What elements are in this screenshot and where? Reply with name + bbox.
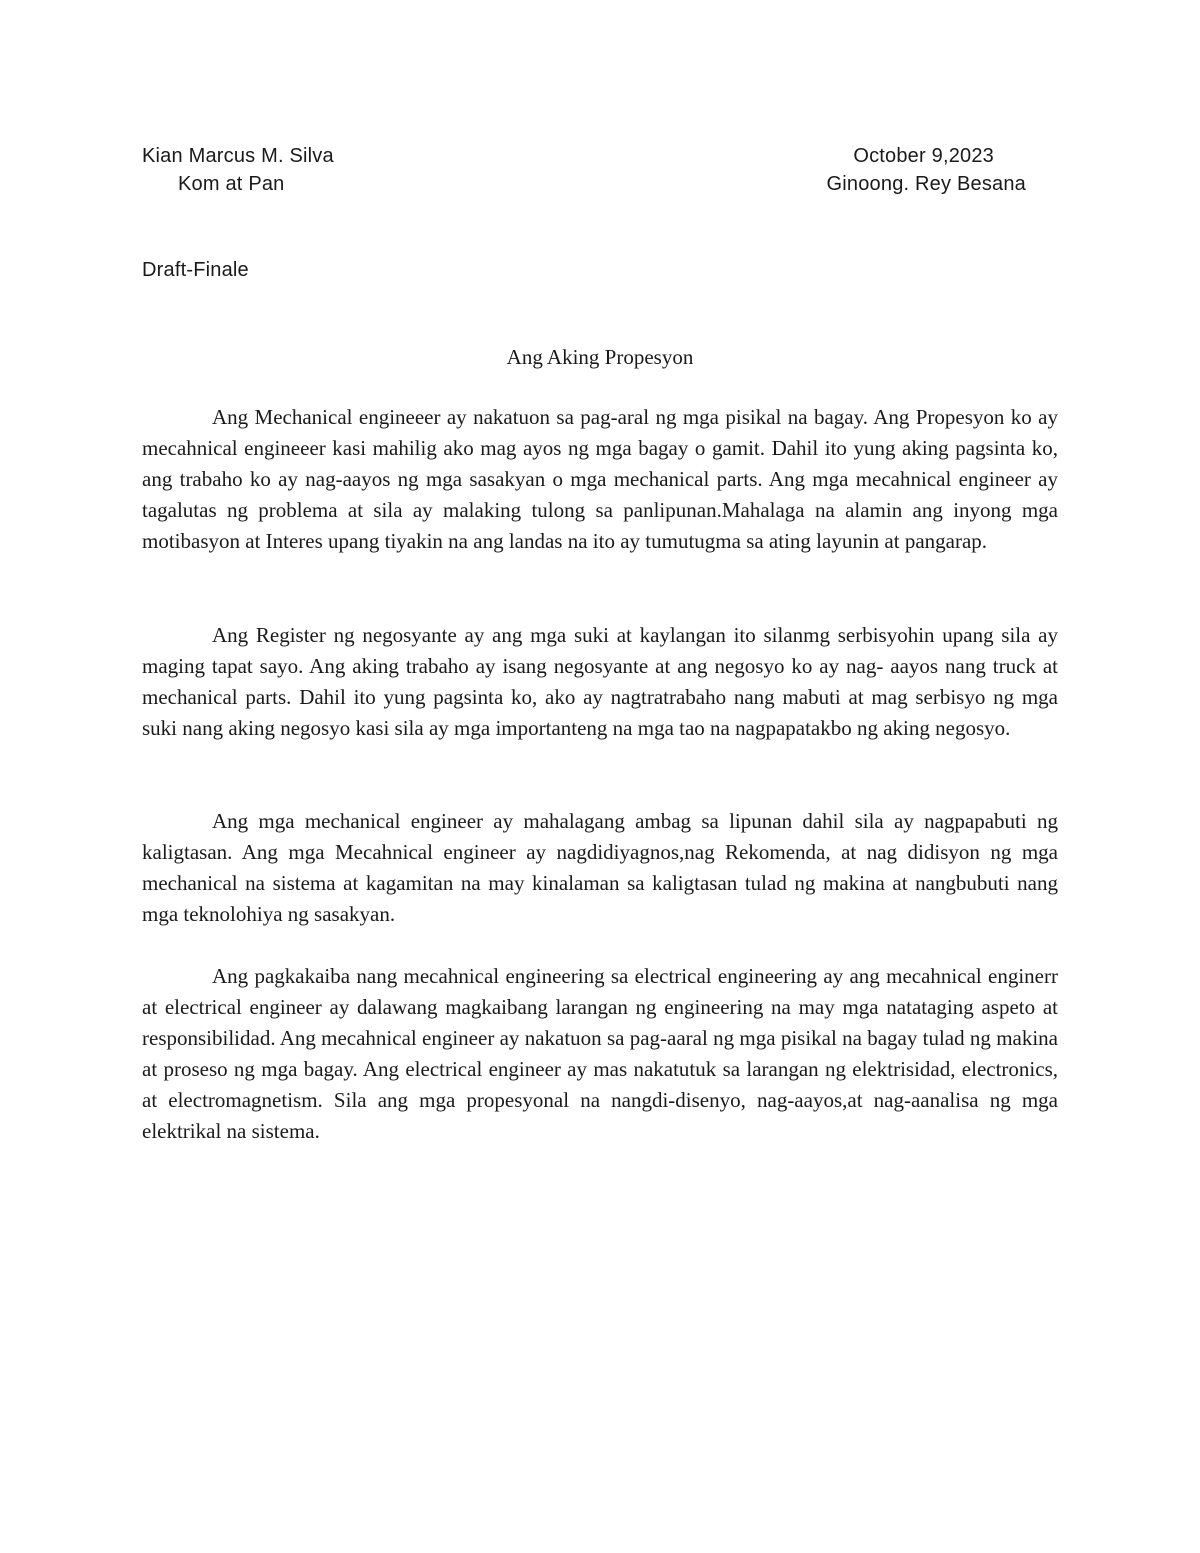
paragraph-2 — [142, 620, 1058, 744]
teacher-name: Ginoong. Rey Besana — [826, 173, 1026, 195]
paragraph-1 — [142, 402, 1058, 557]
paragraph-text: Ang mga mechanical engineer ay mahalagang ambag sa lipunan dahil sila ay nagpapabuti ng kaligtasan. Ang mga Mecahnical engineer ay nagdidiyagnos,nag Rekomenda, at nag didisyon ng mga mechanical na sistema at kagamitan na may kinalaman sa kaligtasan tulad ng makina at nangbubuti nang mga teknolohiya ng sasakyan. — [142, 809, 1058, 926]
paragraph-4 — [142, 961, 1058, 1147]
essay-title: Ang Aking Propesyon — [506, 345, 694, 369]
draft-label: Draft-Finale — [142, 259, 249, 281]
paragraph-text: Ang pagkakaiba nang mecahnical engineering sa electrical engineering ay ang mecahnical enginerr at electrical engineer ay dalawang magkaibang larangan ng engineering na may mga natataging aspeto at responsibilidad. Ang mecahnical engineer ay nakatuon sa pag-aaral ng mga pisikal na bagay tulad ng makina at proseso ng mga bagay. Ang electrical engineer ay mas nakatutuk sa larangan ng elektrisidad, electronics, at electromagnetism. Sila ang mga propesyonal na nangdi-disenyo, nag-aayos,at nag-aanalisa ng mga elektrikal na sistema. — [142, 964, 1058, 1143]
course-name: Kom at Pan — [178, 173, 285, 195]
author-name: Kian Marcus M. Silva — [142, 145, 334, 167]
date: October 9,2023 — [853, 145, 994, 167]
paragraph-3 — [142, 806, 1058, 930]
paragraph-text: Ang Register ng negosyante ay ang mga suki at kaylangan ito silanmg serbisyohin upang sila ay maging tapat sayo. Ang aking trabaho ay isang negosyante at ang negosyo ko ay nag- aayos nang truck at mechanical parts. Dahil ito yung pagsinta ko, ako ay nagtratrabaho nang mabuti at mag serbisyo ng mga suki nang aking negosyo kasi sila ay mga importanteng na mga tao na nagpapatakbo ng aking negosyo. — [142, 623, 1058, 740]
paragraph-text: Ang Mechanical engineeer ay nakatuon sa pag-aral ng mga pisikal na bagay. Ang Propesyon ko ay mecahnical engineeer kasi mahilig ako mag ayos ng mga bagay o gamit. Dahil ito yung aking pagsinta ko, ang trabaho ko ay nag-aayos ng mga sasakyan o mga mechanical parts. Ang mga mecahnical engineer ay tagalutas ng problema at sila ay malaking tulong sa panlipunan.Mahalaga na alamin ang inyong mga motibasyon at Interes upang tiyakin na ang landas na ito ay tumutugma sa ating layunin at pangarap. — [142, 405, 1058, 553]
